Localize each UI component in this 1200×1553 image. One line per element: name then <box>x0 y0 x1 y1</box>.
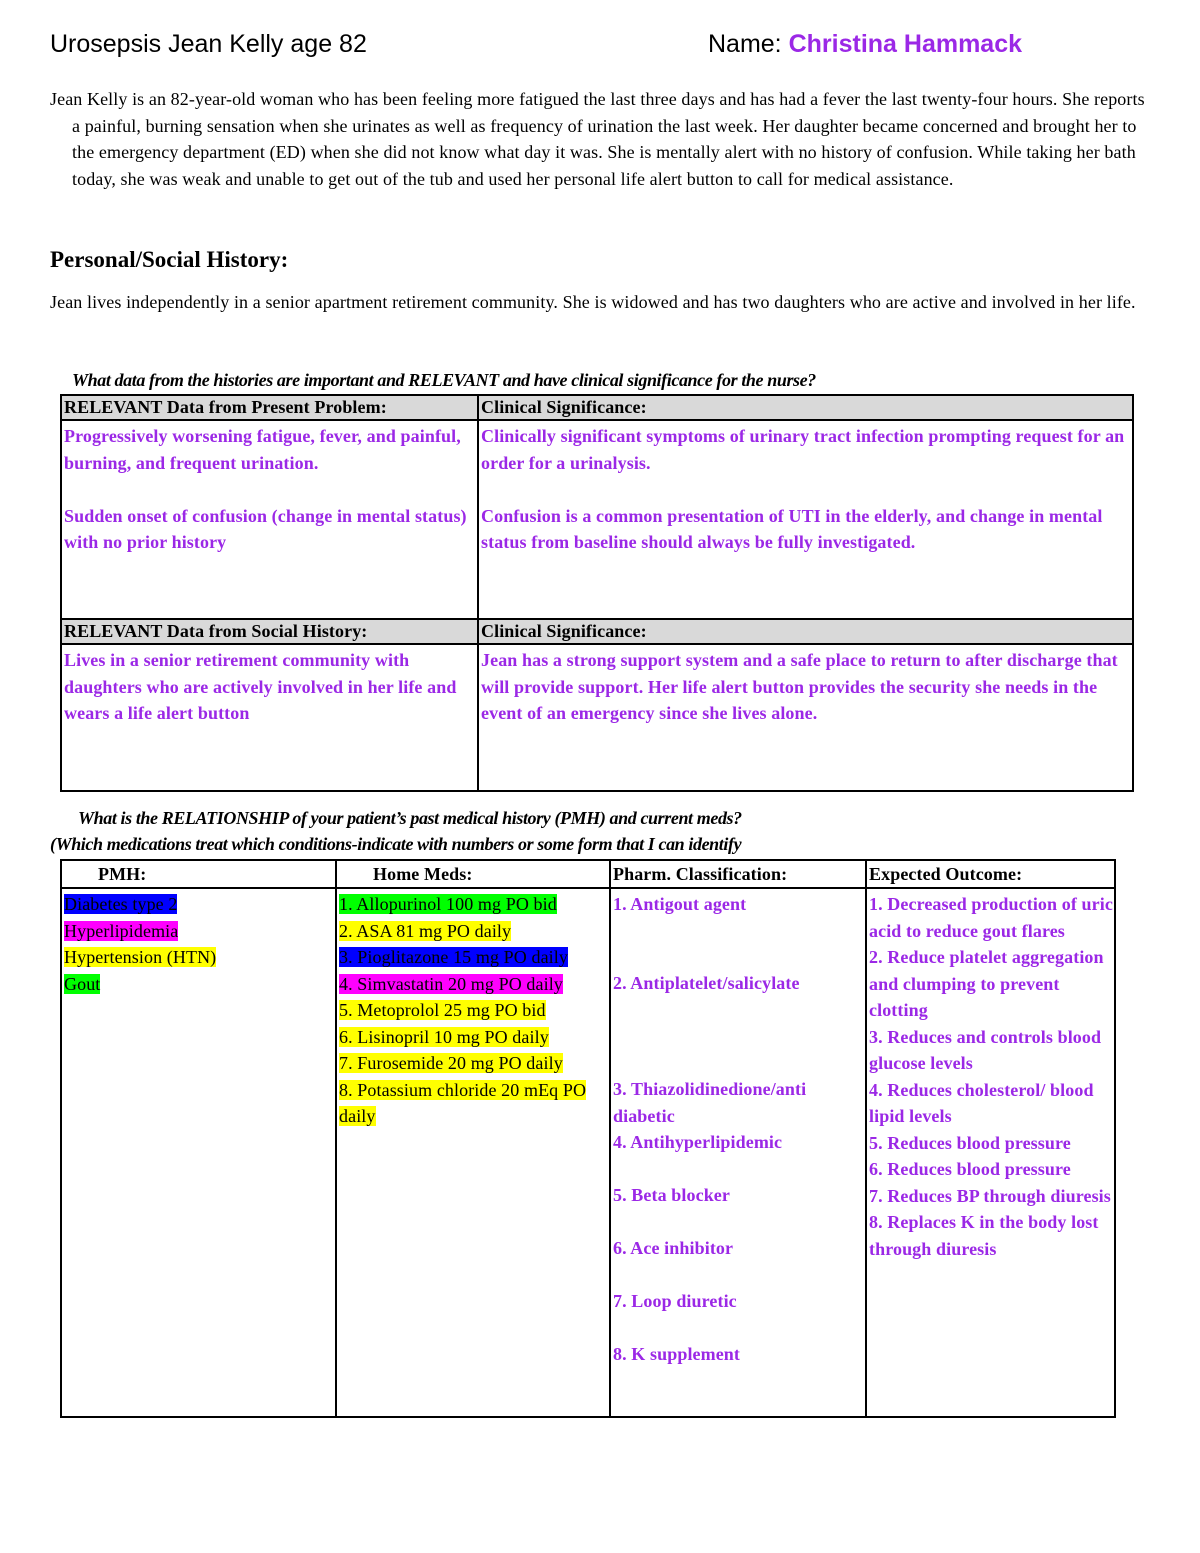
class-item: 7. Loop diuretic <box>613 1291 737 1311</box>
social-history-header: RELEVANT Data from Social History: <box>61 619 478 644</box>
pmh-meds-table <box>60 859 1116 1418</box>
pmh-item: Diabetes type 2 <box>64 894 178 914</box>
pmh-list-cell <box>61 888 336 1417</box>
present-problem-row <box>61 420 1133 619</box>
med-item: 5. Metoprolol 25 mg PO bid <box>339 1000 546 1020</box>
outcome-item: 3. Reduces and controls blood glucose levels <box>869 1026 1102 1073</box>
present-data-1: Progressively worsening fatigue, fever, and painful, burning, and frequent urination. <box>64 426 461 473</box>
social-data: Lives in a senior retirement community with daughters who are actively involved in her life and wears a life alert button <box>64 650 457 723</box>
outcome-item: 6. Reduces blood pressure <box>869 1159 1071 1179</box>
outcome-item: 7. Reduces BP through diuresis <box>869 1185 1111 1206</box>
class-item: 4. Antihyperlipidemic <box>613 1132 783 1152</box>
class-item: 6. Ace inhibitor <box>613 1238 734 1258</box>
med-item: 1. Allopurinol 100 mg PO bid <box>339 894 557 914</box>
present-problem-cell <box>61 420 478 619</box>
outcome-item: 2. Reduce platelet aggregation and clumping to prevent clotting <box>869 947 1104 1020</box>
outcome-item: 5. Reduces blood pressure <box>869 1132 1071 1153</box>
social-history-cell <box>61 644 478 791</box>
pmh-relationship-question: What is the RELATIONSHIP of your patient’s past medical history (PMH) and current meds? <box>78 808 742 828</box>
outcome-header: Expected Outcome: <box>866 860 1115 888</box>
social-history-heading: Personal/Social History: <box>50 247 289 272</box>
class-item: 8. K supplement <box>613 1344 741 1364</box>
class-item: 1. Antigout agent <box>613 894 747 914</box>
pmh-item: Gout <box>64 973 101 994</box>
pmh-header: PMH: <box>61 860 336 888</box>
present-significance-header: Clinical Significance: <box>478 395 1133 420</box>
present-significance-1: Clinically significant symptoms of urinary tract infection prompting request for an order for a urinalysis. <box>481 426 1125 473</box>
outcome-item: 4. Reduces cholesterol/ blood lipid levels <box>869 1079 1094 1126</box>
document-title: Urosepsis Jean Kelly age 82 <box>50 30 367 58</box>
class-item: 2. Antiplatelet/salicylate <box>613 973 800 993</box>
social-history-row <box>61 644 1133 791</box>
home-meds-cell <box>336 888 610 1417</box>
med-item: 2. ASA 81 mg PO daily <box>339 920 512 941</box>
present-problem-header-row <box>61 395 1133 420</box>
social-significance: Jean has a strong support system and a safe place to return to after discharge that will provide support. Her life alert button provides the security she needs in the event of an emergency since she lives alone. <box>481 650 1118 723</box>
relevant-data-table <box>60 394 1134 792</box>
med-item: 6. Lisinopril 10 mg PO daily <box>339 1026 549 1047</box>
pmh-item: Hyperlipidemia <box>64 920 179 941</box>
present-problem-header: RELEVANT Data from Present Problem: <box>61 395 478 420</box>
name-label: Name: <box>708 30 789 58</box>
student-name <box>708 30 1022 59</box>
relevant-data-question: What data from the histories are important and RELEVANT and have clinical significance for the nurse? <box>72 370 816 390</box>
outcome-item: 1. Decreased production of uric acid to reduce gout flares <box>869 894 1113 941</box>
class-item: 3. Thiazolidinedione/anti diabetic <box>613 1079 807 1126</box>
classification-header: Pharm. Classification: <box>610 860 866 888</box>
pmh-body-row <box>61 888 1115 1417</box>
present-significance-2: Confusion is a common presentation of UTI in the elderly, and change in mental status from baseline should always be fully investigated. <box>481 505 1103 552</box>
name-value: Christina Hammack <box>788 30 1023 58</box>
social-significance-header: Clinical Significance: <box>478 619 1133 644</box>
outcome-cell <box>866 888 1115 1417</box>
social-history-paragraph: Jean lives independently in a senior apartment retirement community. She is widowed and has two daughters who are active and involved in her life. <box>50 292 1136 312</box>
med-item: 7. Furosemide 20 mg PO daily <box>339 1053 563 1073</box>
med-item: 8. Potassium chloride 20 mEq PO daily <box>339 1079 587 1126</box>
case-intro-paragraph: Jean Kelly is an 82-year-old woman who has been feeling more fatigued the last three days and has had a fever the last twenty-four hours. She reports a painful, burning sensation when she urinates as well as frequency of urination the last week. Her daughter became concerned and brought her to the emergency department (ED) when she did not know what day it was. She is mentally alert with no history of confusion. While taking her bath today, she was weak and unable to get out of the tub and used her personal life alert button to call for medical assistance. <box>50 89 1145 189</box>
social-significance-cell <box>478 644 1133 791</box>
home-meds-header: Home Meds: <box>336 860 610 888</box>
med-item: 3. Pioglitazone 15 mg PO daily <box>339 947 568 967</box>
present-data-2: Sudden onset of confusion (change in mental status) with no prior history <box>64 505 467 552</box>
present-significance-cell <box>478 420 1133 619</box>
classification-cell <box>610 888 866 1417</box>
med-item: 4. Simvastatin 20 mg PO daily <box>339 973 563 994</box>
pmh-instruction: (Which medications treat which conditions-indicate with numbers or some form that I can identify <box>50 834 742 854</box>
pmh-header-row <box>61 860 1115 888</box>
outcome-item: 8. Replaces K in the body lost through diuresis <box>869 1212 1099 1259</box>
social-history-header-row <box>61 619 1133 644</box>
class-item: 5. Beta blocker <box>613 1185 730 1205</box>
pmh-item: Hypertension (HTN) <box>64 947 217 967</box>
